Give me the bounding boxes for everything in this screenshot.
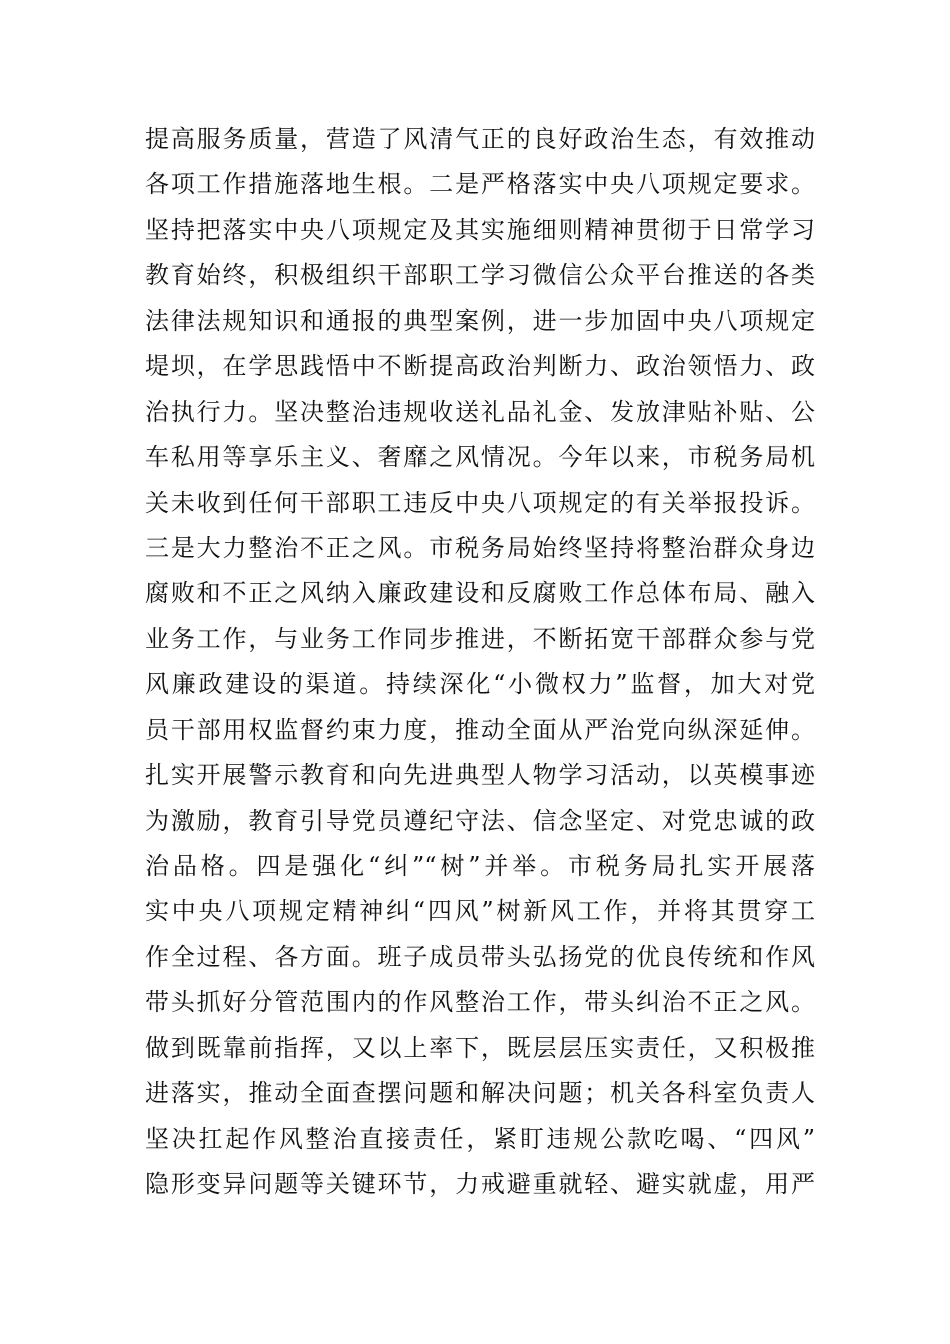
text-line: 车私用等享乐主义、奢靡之风情况。今年以来，市税务局机 <box>145 443 815 472</box>
text-line: 实中央八项规定精神纠“四风”树新风工作，并将其贯穿工 <box>145 897 815 926</box>
text-line: 作全过程、各方面。班子成员带头弘扬党的优良传统和作风 <box>145 942 815 971</box>
text-line: 腐败和不正之风纳入廉政建设和反腐败工作总体布局、融入 <box>145 579 815 608</box>
text-line: 提高服务质量，营造了风清气正的良好政治生态，有效推动 <box>145 125 815 153</box>
text-line: 坚持把落实中央八项规定及其实施细则精神贯彻于日常学习 <box>145 215 815 244</box>
text-line: 坚决扛起作风整治直接责任，紧盯违规公款吃喝、“四风” <box>145 1124 815 1153</box>
text-line: 三是大力整治不正之风。市税务局始终坚持将整治群众身边 <box>145 533 815 562</box>
text-line: 教育始终，积极组织干部职工学习微信公众平台推送的各类 <box>145 261 815 290</box>
text-line: 业务工作，与业务工作同步推进，不断拓宽干部群众参与党 <box>145 624 815 653</box>
text-line: 关未收到任何干部职工违反中央八项规定的有关举报投诉。 <box>145 488 815 517</box>
text-line: 堤坝，在学思践悟中不断提高政治判断力、政治领悟力、政 <box>145 352 815 381</box>
body-text <box>145 117 815 1208</box>
text-line: 为激励，教育引导党员遵纪守法、信念坚定、对党忠诚的政 <box>145 806 815 835</box>
text-line: 治执行力。坚决整治违规收送礼品礼金、发放津贴补贴、公 <box>145 397 815 426</box>
text-line: 扎实开展警示教育和向先进典型人物学习活动，以英模事迹 <box>145 761 815 790</box>
text-line: 做到既靠前指挥，又以上率下，既层层压实责任，又积极推 <box>145 1033 815 1062</box>
text-line: 带头抓好分管范围内的作风整治工作，带头纠治不正之风。 <box>145 988 815 1017</box>
text-line: 进落实，推动全面查摆问题和解决问题；机关各科室负责人 <box>145 1079 815 1108</box>
text-line: 员干部用权监督约束力度，推动全面从严治党向纵深延伸。 <box>145 715 815 744</box>
text-line: 隐形变异问题等关键环节，力戒避重就轻、避实就虚，用严 <box>145 1170 815 1199</box>
text-line: 风廉政建设的渠道。持续深化“小微权力”监督，加大对党 <box>145 670 815 699</box>
text-line: 治品格。四是强化“纠”“树”并举。市税务局扎实开展落 <box>145 852 815 880</box>
text-line: 各项工作措施落地生根。二是严格落实中央八项规定要求。 <box>145 170 815 199</box>
text-line: 法律法规知识和通报的典型案例，进一步加固中央八项规定 <box>145 306 815 335</box>
